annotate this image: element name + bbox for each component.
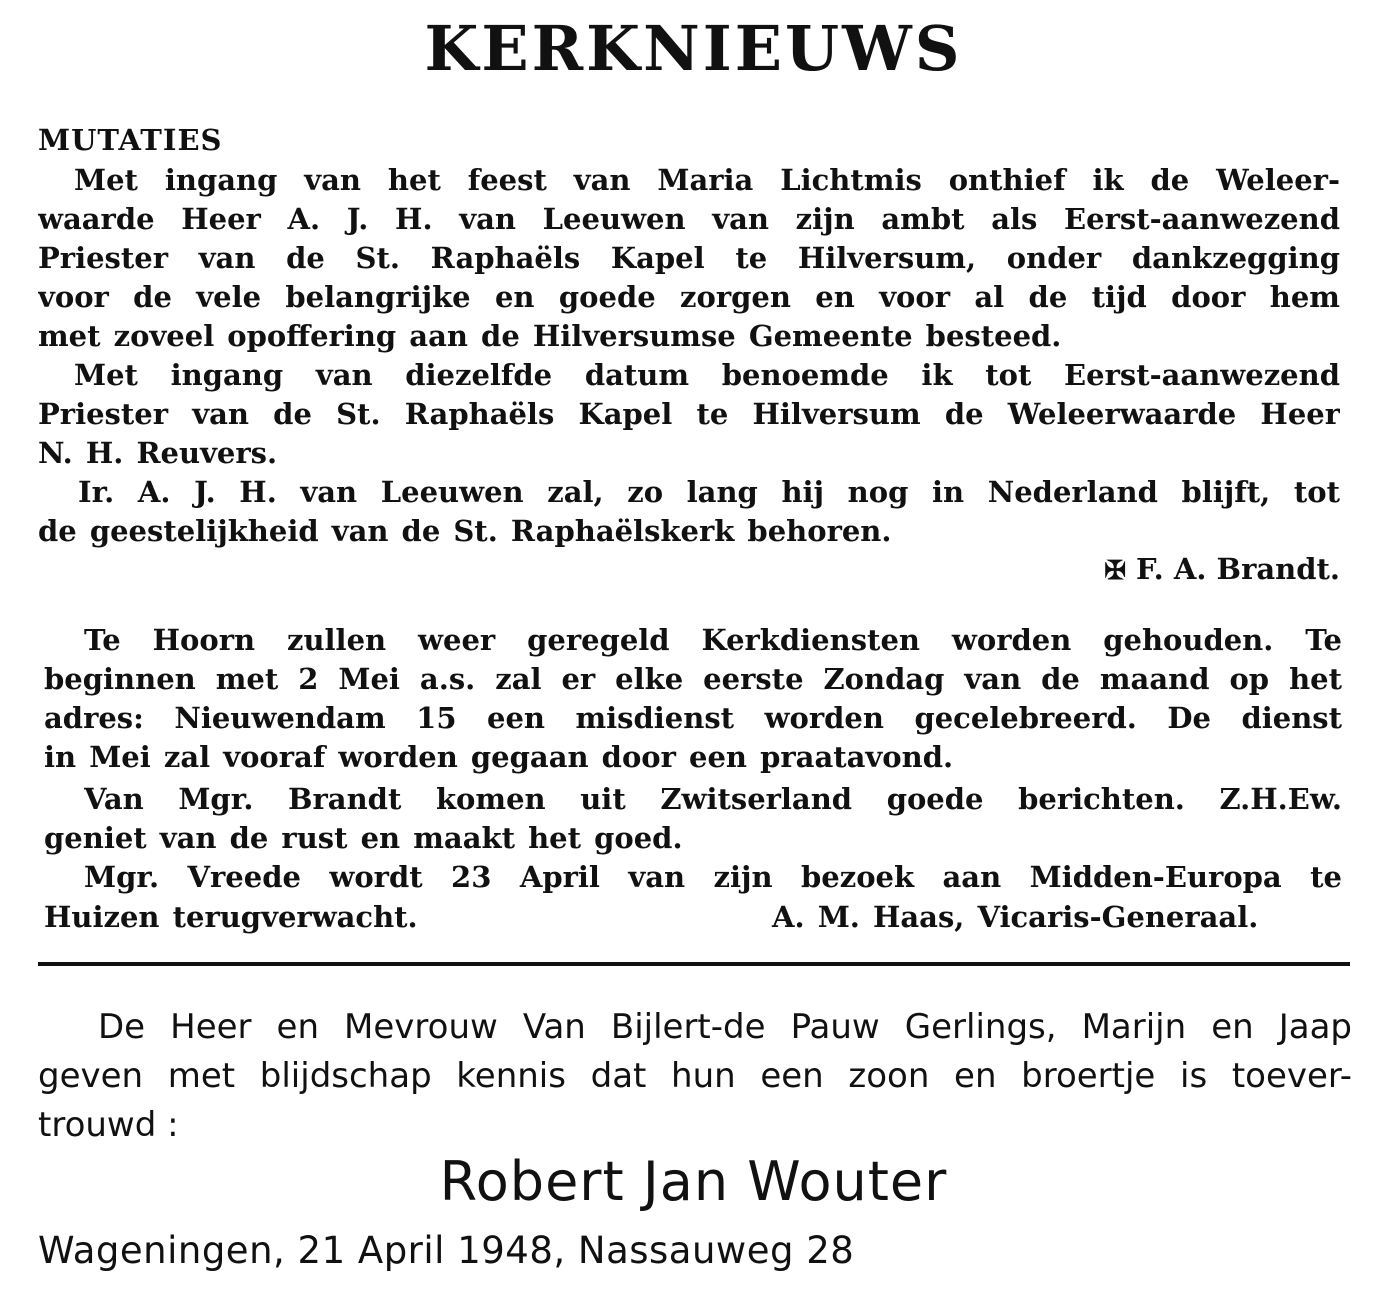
hoorn-line: Van Mgr. Brandt komen uit Zwitserland goede berichten. Z.H.Ew. — [84, 782, 1342, 816]
mutaties-line: Priester van de St. Raphaëls Kapel te Hilversum de Weleerwaarde Heer — [38, 397, 1340, 431]
section-heading-mutaties: MUTATIES — [38, 123, 223, 157]
birth-announcement-line: geven met blijdschap kennis dat hun een zoon en broertje is toever- — [38, 1056, 1352, 1096]
mutaties-line: N. H. Reuvers. — [38, 436, 278, 470]
signature-brandt — [1104, 549, 1340, 591]
signature-haas: A. M. Haas, Vicaris-Generaal. — [772, 900, 1259, 934]
section-divider — [38, 962, 1350, 966]
hoorn-line: in Mei zal vooraf worden gegaan door een praatavond. — [44, 740, 954, 774]
birth-announcement-line: trouwd : — [38, 1105, 179, 1145]
mutaties-line: Met ingang van diezelfde datum benoemde ik tot Eerst-aanwezend — [74, 358, 1340, 392]
child-name: Robert Jan Wouter — [439, 1150, 948, 1213]
birth-announcement-line: De Heer en Mevrouw Van Bijlert-de Pauw Gerlings, Marijn en Jaap — [98, 1007, 1352, 1047]
mutaties-line: Met ingang van het feest van Maria Lichtmis onthief ik de Weleer- — [74, 163, 1340, 197]
hoorn-line: geniet van de rust en maakt het goed. — [44, 821, 683, 855]
mutaties-line: waarde Heer A. J. H. van Leeuwen van zijn ambt als Eerst-aanwezend — [38, 202, 1340, 236]
hoorn-line: Te Hoorn zullen weer geregeld Kerkdiensten worden gehouden. Te — [84, 623, 1342, 657]
episcopal-cross-icon: ✠ — [1104, 556, 1126, 586]
mutaties-line: Priester van de St. Raphaëls Kapel te Hilversum, onder dankzegging — [38, 241, 1340, 275]
hoorn-line: Huizen terugverwacht. — [44, 900, 418, 934]
hoorn-line: Mgr. Vreede wordt 23 April van zijn bezoek aan Midden-Europa te — [84, 860, 1342, 894]
place-and-date: Wageningen, 21 April 1948, Nassauweg 28 — [38, 1229, 855, 1272]
hoorn-line: beginnen met 2 Mei a.s. zal er elke eerste Zondag van de maand op het — [44, 662, 1342, 696]
page-title: KERKNIEUWS — [424, 12, 963, 85]
signature-brandt-text: F. A. Brandt. — [1136, 552, 1340, 586]
mutaties-line: met zoveel opoffering aan de Hilversumse Gemeente besteed. — [38, 319, 1062, 353]
hoorn-line: adres: Nieuwendam 15 een misdienst worden gecelebreerd. De dienst — [44, 701, 1342, 735]
mutaties-line: Ir. A. J. H. van Leeuwen zal, zo lang hij nog in Nederland blijft, tot — [78, 475, 1340, 509]
mutaties-line: voor de vele belangrijke en goede zorgen en voor al de tijd door hem — [38, 280, 1340, 314]
mutaties-line: de geestelijkheid van de St. Raphaëlskerk behoren. — [38, 514, 892, 548]
